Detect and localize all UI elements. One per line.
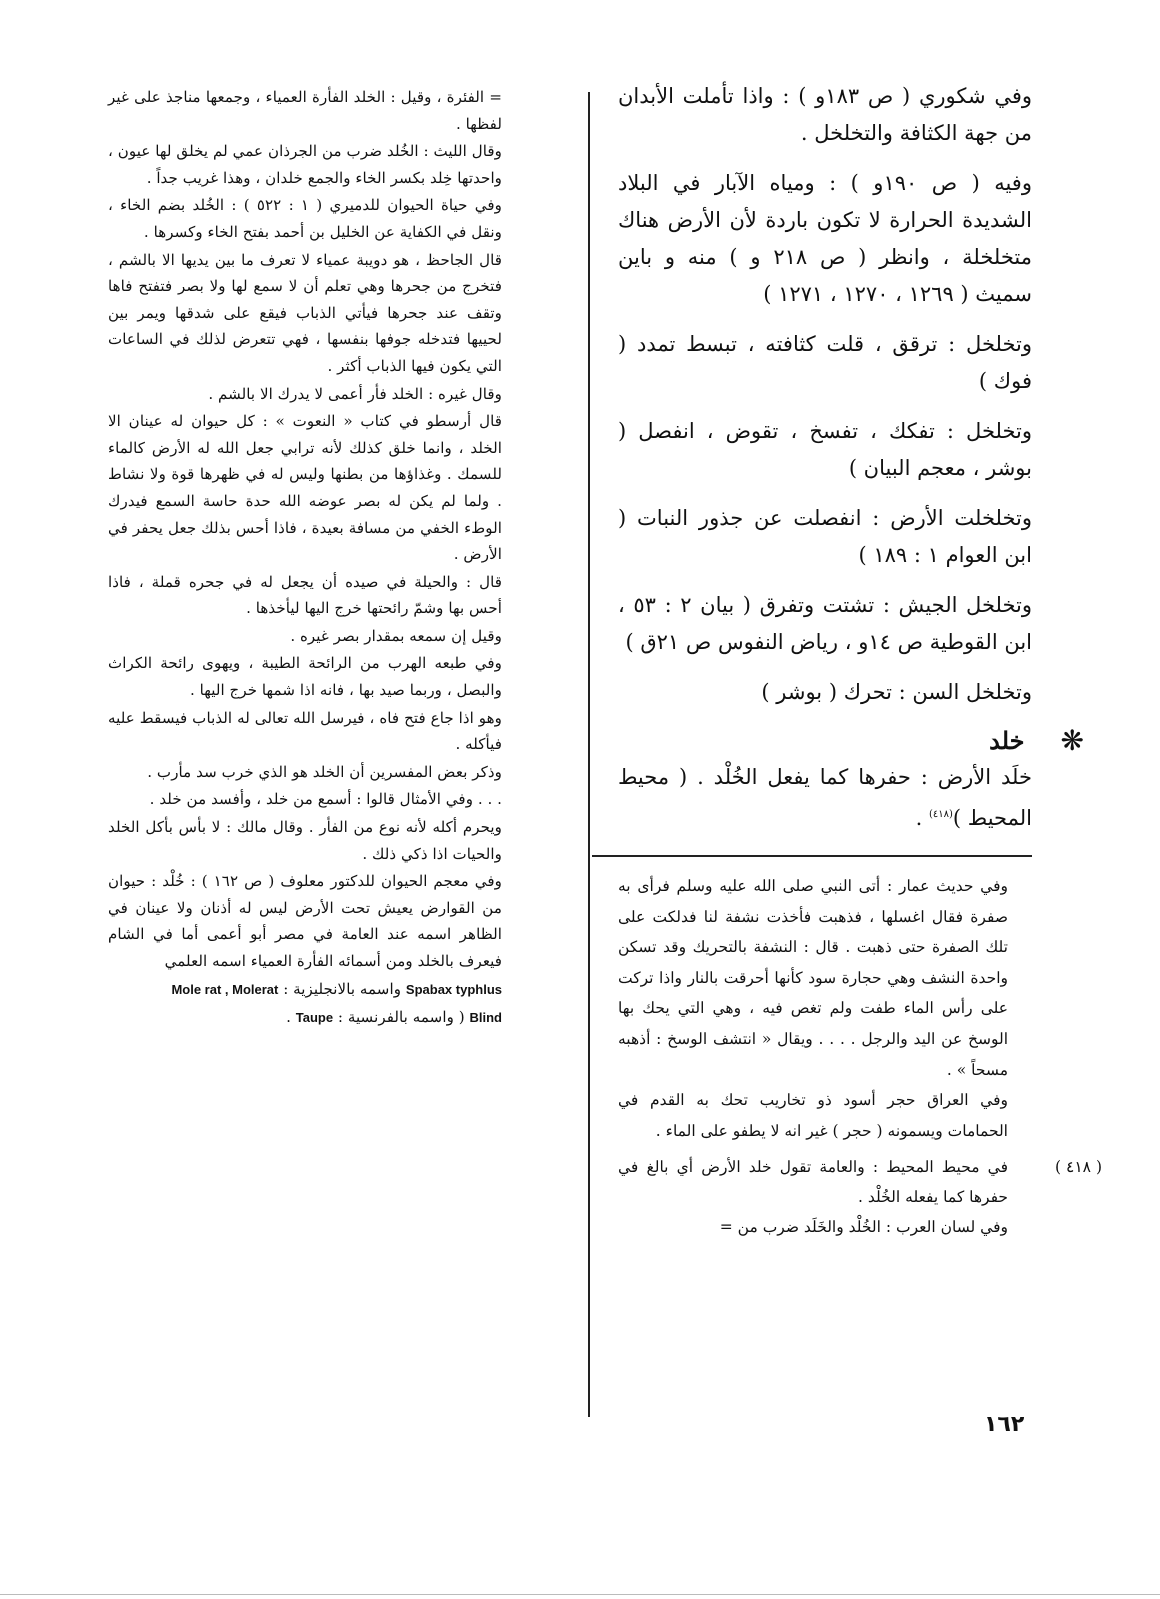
english-name-label: واسمه بالانجليزية : <box>283 979 402 998</box>
scan-edge <box>0 1594 1160 1595</box>
line-end: . <box>286 1008 291 1027</box>
paragraph: قال أرسطو في كتاب « النعوت » : كل حيوان له عينان الا الخلد ، وانما خلق كذلك لأنه ترابي جعل الله له الأرض كالماء للسمك . وغذاؤها من بطنها وليس له في ظهرها قوة ولا نشاط . ولما لم يكن له بصر عوضه الله حدة حاسة السمع فيدرك الوطء الخفي من مسافة بعيدة ، فاذا أحس بذلك جعل يحفر في الأرض . <box>108 412 502 564</box>
entry-text: خلَد الأرض : حفرها كما يفعل الخُلْد . ( محيط المحيط ) <box>618 765 1032 830</box>
paragraph: وتخلخل الجيش : تشتت وتفرق ( بيان ٢ : ٥٣ ، ابن القوطية ص ١٤و ، رياض النفوس ص ٢١ق ) <box>618 593 1033 654</box>
paragraph: = الفئرة ، وقيل : الخلد الفأرة العمياء ، وجمعها مناجذ على غير لفظها . <box>108 88 502 133</box>
latin-name: Spabax typhlus <box>405 981 502 997</box>
paragraph: قال الجاحظ ، هو دويبة عمياء لا تعرف ما بين يديها الا بالشم ، فتخرج من جحرها وهي تعلم أن لا سمع لها ولا بصر فتفتح فاها وتقف عند جحرها فيأتي الذباب فيقع على شدقها ويمر بين لحييها فتدخله جوفها بنفسها ، فهي تتعرض لذلك في الساعات التي يكون فيها الذباب أكثر . <box>108 250 502 375</box>
blind-word: Blind <box>469 1010 502 1026</box>
left-column <box>108 84 502 1033</box>
paragraph: وتخلخل السن : تحرك ( بوشر ) <box>761 680 1032 704</box>
paragraph: وقيل إن سمعه بمقدار بصر غيره . <box>290 626 502 645</box>
paragraph: وفي شكوري ( ص ١٨٣و ) : واذا تأملت الأبدان من جهة الكثافة والتخلخل . <box>618 84 1032 145</box>
footnote-reference: (٤١٨) <box>928 809 953 820</box>
paragraph: وتخلخل : تفكك ، تفسخ ، تقوض ، انفصل ( بوشر ، معجم البيان ) <box>618 419 1032 480</box>
entry-headword: خلد <box>989 726 1025 755</box>
entry-marker-icon: ❋ <box>1060 724 1084 757</box>
paragraph: وهو اذا جاع فتح فاه ، فيرسل الله تعالى له الذباب فيسقط عليه فيأكله . <box>108 708 502 754</box>
paragraph: وقال الليث : الخُلد ضرب من الجرذان عمي لم يخلق لها عيون ، واحدتها خِلد بكسر الخاء والجمع خلدان ، وهذا غريب جداً . <box>108 142 502 187</box>
paragraph: وفيه ( ص ١٩٠و ) : ومياه الآبار في البلاد الشديدة الحرارة لا تكون باردة لأن الأرض هناك متخلخلة ، وانظر ( ص ٢١٨ و ) منه و باين سميث ( ١٢٦٩ ، ١٢٧٠ ، ١٢٧١ ) <box>618 171 1032 306</box>
paragraph: وفي طبعه الهرب من الرائحة الطيبة ، ويهوى رائحة الكراث والبصل ، وربما صيد بها ، فانه اذا شمها خرج اليها . <box>108 654 502 700</box>
paragraph: . . . وفي الأمثال قالوا : أسمع من خلد ، وأفسد من خلد . <box>149 790 502 809</box>
english-name: Mole rat , Molerat <box>171 981 279 997</box>
column-divider <box>588 92 590 1417</box>
footnote-continued: وفي لسان العرب : الخُلْد والخَلَد ضرب من = <box>719 1218 1008 1237</box>
note-paragraph: وفي العراق حجر أسود ذو تخاريب تحك به القدم في الحمامات ويسمونه ( حجر ) غير انه لا يطفو على الماء . <box>618 1091 1008 1140</box>
paragraph: وفي معجم الحيوان للدكتور معلوف ( ص ١٦٢ ) : خُلْد : حيوان من القوارض يعيش تحت الأرض ليس له أذنان ولا عينان في الظاهر اسمه عند العامة في مصر أبو أعمى أما في الشام فيعرف بالخلد ومن أسمائه الفأرة العمياء اسمه العلمي <box>108 872 502 970</box>
scientific-name-line <box>108 976 502 1004</box>
note-paragraph: وفي حديث عمار : أتى النبي صلى الله عليه وسلم فرأى به صفرة فقال اغسلها ، فذهبت فأخذت نشفة لنا فدلكت على تلك الصفرة حتى ذهبت . قال : النشفة بالتحريك وقد تسكن واحدة النشف وهي حجارة سود كأنها أحرقت بالنار واذا تركت على رأس الماء طفت ولم تغص فيه ، وهي التي يحك بها الوسخ عن اليد والرجل . . . . ويقال « انتشف الوسخ : أذهبه مسحاً » . <box>618 877 1008 1079</box>
paragraph: قال : والحيلة في صيده أن يجعل له في جحره قملة ، فاذا أحس بها وشمّ رائحتها خرج اليها ليأخذها . <box>108 572 502 618</box>
paragraph: وتخلخلت الأرض : انفصلت عن جذور النبات ( ابن العوام ١ : ١٨٩ ) <box>618 506 1032 567</box>
footnote <box>618 1152 1102 1212</box>
paragraph: وذكر بعض المفسرين أن الخلد هو الذي خرب سد مأرب . <box>147 762 502 781</box>
french-name-line <box>108 1004 502 1032</box>
entry-heading <box>618 724 1084 757</box>
entry-definition <box>618 759 1032 837</box>
entry-end: . <box>915 806 923 830</box>
page-number: ١٦٢ <box>984 1412 1025 1437</box>
french-name-label: ( واسمه بالفرنسية : <box>337 1008 465 1027</box>
paragraph: وفي حياة الحيوان للدميري ( ١ : ٥٢٢ ) : الخُلد بضم الخاء ، ونقل في الكفاية عن الخليل بن أحمد بفتح الخاء وكسرها . <box>108 196 502 241</box>
paragraph: ويحرم أكله لأنه نوع من الفأر . وقال مالك : لا بأس بأكل الخلد والحيات اذا ذكي ذلك . <box>108 818 502 863</box>
paragraph: وقال غيره : الخلد فأر أعمى لا يدرك الا بالشم . <box>208 384 502 403</box>
footnote-number: ( ٤١٨ ) <box>1055 1158 1102 1177</box>
paragraph: وتخلخل : ترقق ، قلت كثافته ، تبسط تمدد ( فوك ) <box>618 332 1032 393</box>
right-column <box>618 78 1102 1242</box>
notes-divider <box>592 855 1032 857</box>
footnote-text: في محيط المحيط : والعامة تقول خلد الأرض أي بالغ في حفرها كما يفعله الخُلْد . <box>618 1158 1008 1207</box>
french-name: Taupe <box>295 1010 334 1026</box>
